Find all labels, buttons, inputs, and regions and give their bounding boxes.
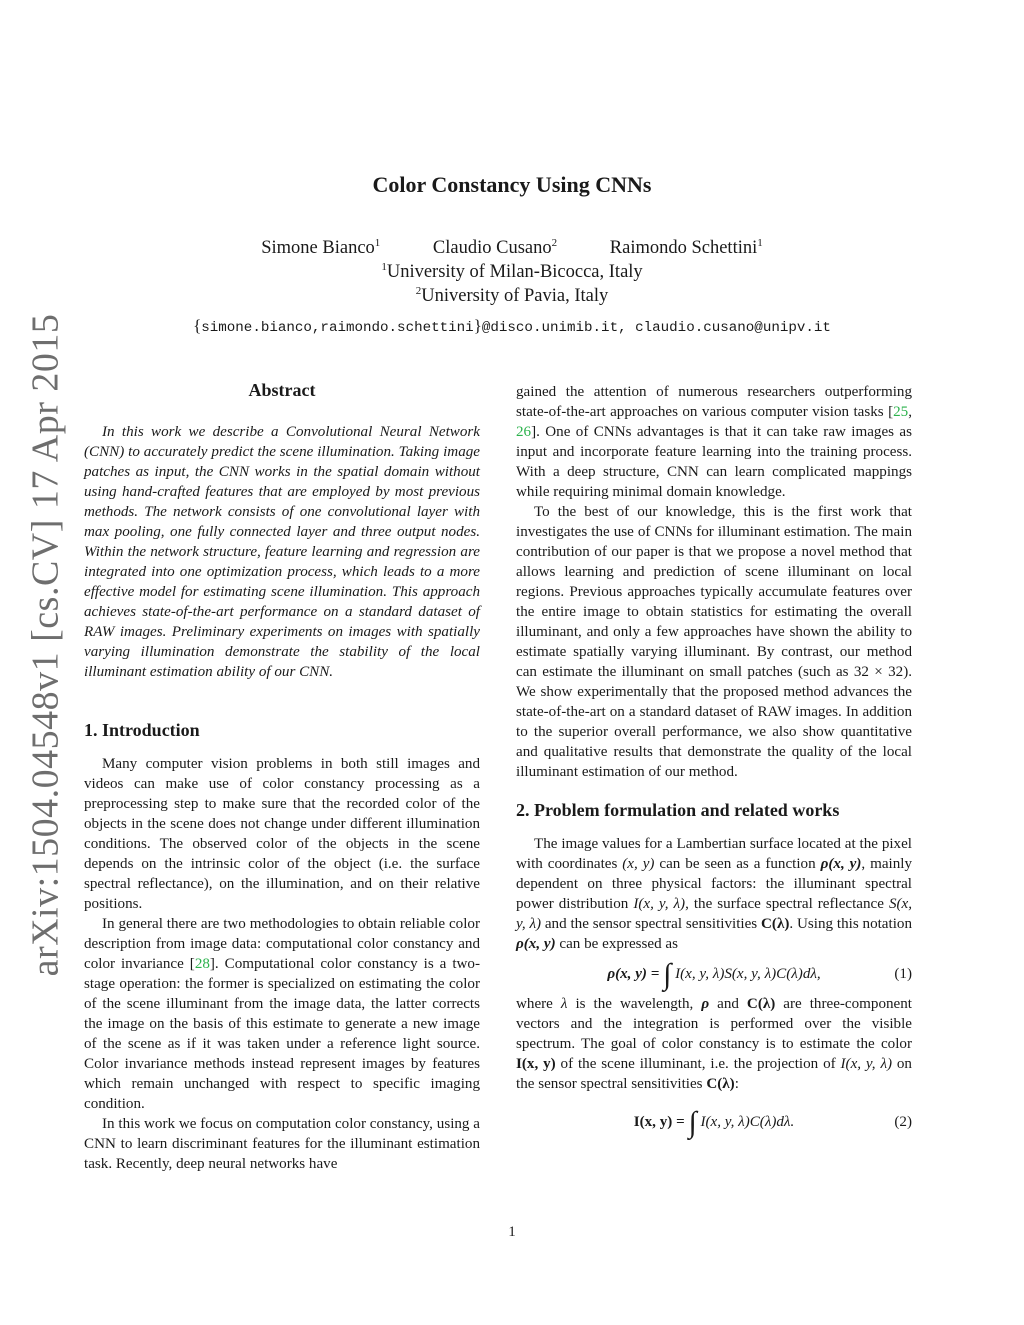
- paragraph: gained the attention of numerous researchers outperforming state-of-the-art approaches on various computer vision tasks [25, 26]. One of CNNs advantages is that it can take raw images as input and incorporate feature learning into the training process. With a deep structure, CNN can learn complicated mappings while requiring minimal domain knowledge.: [516, 384, 912, 500]
- equation-2: I(x, y) = ∫ I(x, y, λ)C(λ)dλ. (2): [516, 1102, 912, 1142]
- author: Simone Bianco$^1$: [261, 237, 381, 258]
- affiliation: $^1$University of Milan-Bicocca, Italy: [381, 261, 643, 282]
- author: Raimondo Schettini$^1$: [609, 237, 763, 258]
- paragraph: In general there are two methodologies to obtain reliable color description from image data: computational color constancy and color invariance [28]. Computational color constancy is a two-stage operation: the former is specialized on estimating the color of the scene illuminant from the image data, the latter corrects the image on the basis of this estimate to generate a new image of the scene as if it was taken under a reference light source. Color invariance methods instead represent images by features which remain unchanged with respect to specific imaging condition.: [84, 916, 480, 1112]
- arxiv-stamp: arXiv:1504.04548v1 [cs.CV] 17 Apr 2015: [24, 313, 66, 977]
- page-number: 1: [508, 1224, 516, 1240]
- paragraph: The image values for a Lambertian surface located at the pixel with coordinates (x, y) can be seen as a function ρ(x, y), mainly dependent on three physical factors: the illuminant spectral power distribution I(x, y, λ), the surface spectral reflectance S(x, y, λ) and the sensor spectral sensitivities C(λ). Using this notation ρ(x, y) can be expressed as: [516, 836, 913, 952]
- paragraph: where λ is the wavelength, ρ and C(λ) are three-component vectors and the integration is performed over the visible spectrum. The goal of color constancy is to estimate the color I(x, y) of the scene illuminant, i.e. the projection of I(x, y, λ) on the sensor spectral sensitivities C(λ):: [516, 996, 912, 1092]
- affiliation: $^2$University of Pavia, Italy: [415, 285, 609, 306]
- author-list: [0, 238, 1024, 259]
- citation-link[interactable]: 26: [516, 424, 532, 440]
- right-column: [516, 382, 912, 1142]
- abstract-text: In this work we describe a Convolutional Neural Network (CNN) to accurately predict the scene illumination. Taking image patches as input, the CNN works in the spatial domain without using hand-crafted features that are employed by most previous methods. The network consists of one convolutional layer with max pooling, one fully connected layer and three output nodes. Within the network structure, feature learning and regression are integrated into one optimization process, which leads to a more effective model for estimating scene illumination. This approach achieves state-of-the-art performance on a standard dataset of RAW images. Preliminary experiments on images with spatially varying illumination demonstrate the stability of the local illuminant estimation ability of our CNN.: [84, 424, 480, 680]
- left-column: [84, 380, 480, 1174]
- section-heading-introduction: 1. Introduction: [84, 720, 200, 740]
- equation-number: (2): [894, 1114, 912, 1130]
- paragraph: To the best of our knowledge, this is the first work that investigates the use of CNNs for illuminant estimation. The main contribution of our paper is that we propose a novel method that allows learning and prediction of scene illuminant on local regions. Previous approaches typically accumulate features over the entire image to obtain statistics for estimating the overall illuminant, and only a few approaches have shown the ability to estimate spatially varying illuminant. By contrast, our method can estimate the illuminant on small patches (such as 32 × 32). We show experimentally that the proposed method advances the state-of-the-art on a standard dataset of RAW images. In addition to the superior overall performance, we also show quantitative and qualitative results that demonstrate the quality of the local illuminant estimation of our method.: [516, 504, 912, 780]
- paper-title: Color Constancy Using CNNs: [372, 172, 652, 197]
- author: Claudio Cusano$^2$: [432, 237, 558, 258]
- equation-number: (1): [894, 966, 912, 982]
- citation-link[interactable]: 25: [893, 404, 909, 420]
- equation-1: ρ(x, y) = ∫ I(x, y, λ)S(x, y, λ)C(λ)dλ, (1): [516, 954, 912, 994]
- section-heading-problem-formulation: 2. Problem formulation and related works: [516, 800, 840, 820]
- paragraph: In this work we focus on computation color constancy, using a CNN to learn discriminant features for the illuminant estimation task. Recently, deep neural networks have: [84, 1116, 480, 1172]
- abstract-heading: Abstract: [248, 380, 316, 400]
- citation-link[interactable]: 28: [194, 956, 210, 972]
- paragraph: Many computer vision problems in both still images and videos can make use of color constancy processing as a preprocessing step to make sure that the recorded color of the objects in the scene does not change under different illumination conditions. The observed color of the objects in the scene depends on the intrinsic color of the object (i.e. the surface spectral reflectance), on the illumination, and on their relative positions.: [84, 756, 480, 912]
- author-emails: {simone.bianco,raimondo.schettini}@disco.unimib.it, claudio.cusano@unipv.it: [193, 316, 831, 336]
